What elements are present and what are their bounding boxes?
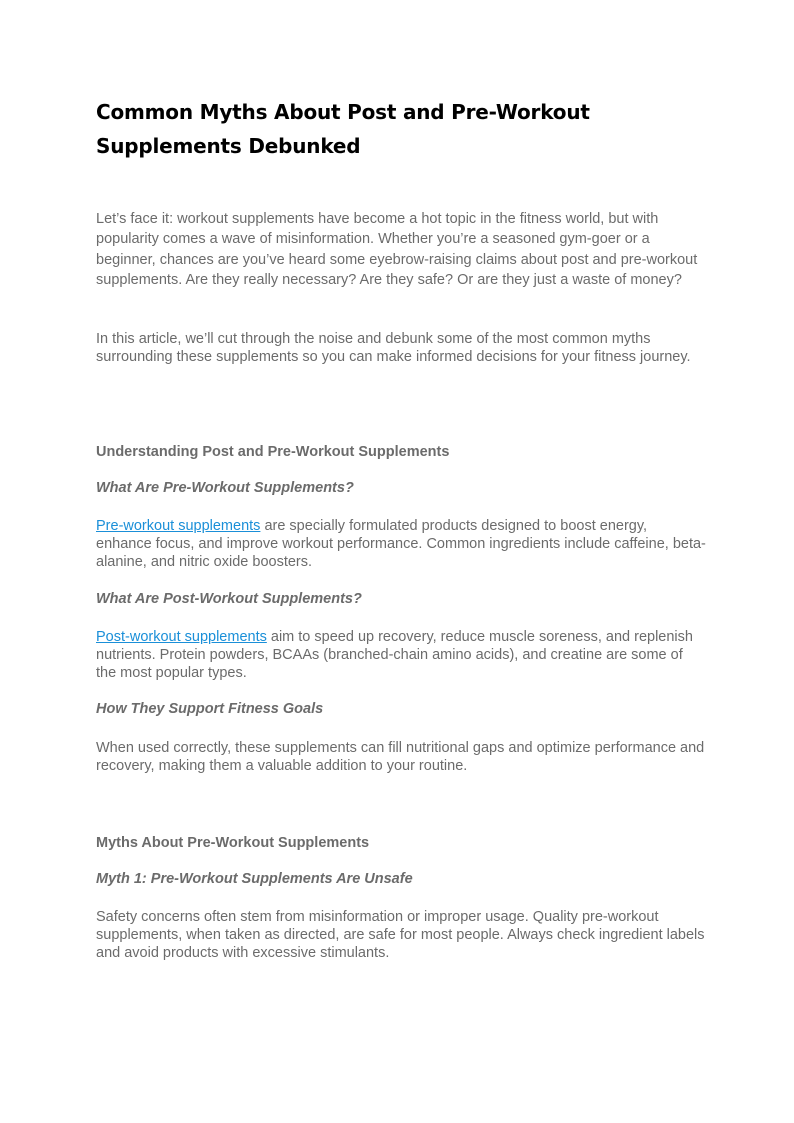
- post-workout-text: aim to speed up recovery, reduce muscle soreness, and replenish nutrients. Protein powders, BCAAs (branched-chain amino acids), and creatine are some of the most popular types.: [96, 629, 693, 681]
- intro-paragraph-2: In this article, we’ll cut through the noise and debunk some of the most common myths surrounding these supplements so you can make informed decisions for your fitness journey.: [96, 331, 691, 365]
- post-workout-supplements-link[interactable]: Post-workout supplements: [96, 629, 267, 645]
- pre-workout-supplements-link[interactable]: Pre-workout supplements: [96, 518, 261, 534]
- page-title: Common Myths About Post and Pre-Workout Supplements Debunked: [96, 100, 590, 158]
- fitness-goals-paragraph: When used correctly, these supplements can fill nutritional gaps and optimize performance and recovery, making them a valuable addition to your routine.: [96, 740, 705, 774]
- post-workout-paragraph: [96, 628, 706, 682]
- subheading-fitness-goals: How They Support Fitness Goals: [96, 701, 324, 717]
- pre-workout-paragraph: [96, 517, 706, 571]
- pre-workout-text: are specially formulated products designed to boost energy, enhance focus, and improve workout performance. Common ingredients include caffeine, beta-alanine, and nitric oxide boosters.: [96, 518, 706, 570]
- section-heading-myths-pre-workout: Myths About Pre-Workout Supplements: [96, 835, 370, 851]
- myth-1-paragraph: Safety concerns often stem from misinformation or improper usage. Quality pre-workout supplements, when taken as directed, are safe for most people. Always check ingredient labels and avoid products with excessive stimulants.: [96, 909, 705, 961]
- subheading-myth-1: Myth 1: Pre-Workout Supplements Are Unsafe: [96, 871, 413, 887]
- section-heading-understanding: Understanding Post and Pre-Workout Supplements: [96, 444, 450, 460]
- intro-paragraph-1: Let’s face it: workout supplements have become a hot topic in the fitness world, but with popularity comes a wave of misinformation. Whether you’re a seasoned gym-goer or a beginner, chances are you’ve heard some eyebrow-raising claims about post and pre-workout supplements. Are they really necessary? Are they safe? Or are they just a waste of money?: [96, 211, 698, 288]
- subheading-post-workout: What Are Post-Workout Supplements?: [96, 591, 362, 607]
- subheading-pre-workout: What Are Pre-Workout Supplements?: [96, 480, 354, 496]
